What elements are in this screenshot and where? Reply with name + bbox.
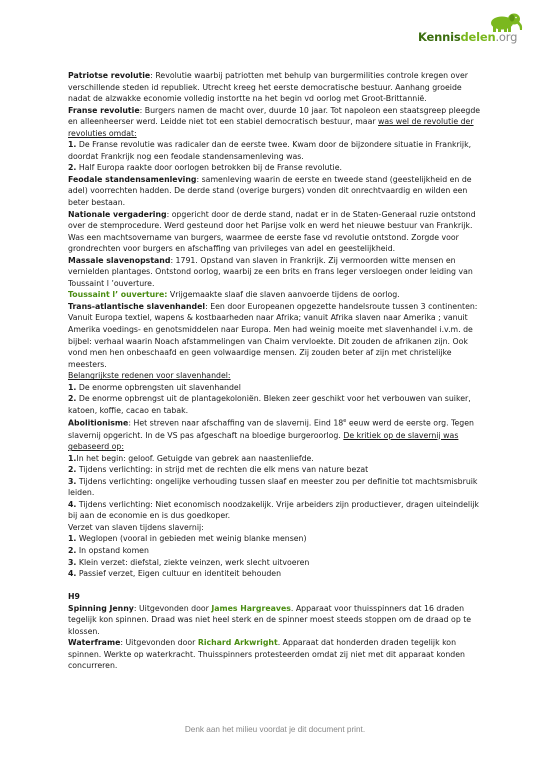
- term-waterframe: Waterframe: [68, 638, 121, 648]
- blank-line: [68, 580, 485, 592]
- term-trans-atlantische-slavenhandel: Trans-atlantische slavenhandel: [68, 301, 206, 311]
- term-franse-revolutie: Franse revolutie: [68, 105, 140, 115]
- verzet-item-4: 4. Passief verzet, Eigen cultuur en identiteit behouden: [68, 569, 282, 579]
- paragraph-waterframe: Waterframe: Uitgevonden door Richard Arkwright. Apparaat dat honderden draden tegelijk kon spinnen. Werkte op waterkracht. Thuisspinners protesteerden omdat zij niet met dit apparaat konden concurreren.: [68, 638, 465, 671]
- heading-redenen-slavenhandel: Belangrijkste redenen voor slavenhandel:: [68, 371, 231, 381]
- paragraph-feodale-standensamenleving: Feodale standensamenleving: samenleving waarin de eerste en tweede stand (geestelijkheid en de adel) voorrechten hadden. De derde stand (overige burgers) vonden dit onrechtvaardig en wilden een beter bestaan.: [68, 174, 472, 208]
- term-feodale-standensamenleving: Feodale standensamenleving: [68, 174, 197, 184]
- paragraph-patriotse-revolutie: Patriotse revolutie: Revolutie waarbij patriotten met behulp van burgermilities controle kregen over verschillende steden id republiek. Utrecht kreeg het eerste democratische bestuur. Aanhang groeide nadat de alzwakke economie volledig instortte na het begin vd oorlog met Groot-Brittannië.: [68, 71, 468, 104]
- verzet-item-2: 2. In opstand komen: [68, 546, 149, 556]
- paragraph-massale-slavenopstand: Massale slavenopstand: 1791. Opstand van slaven in Frankrijk. Zij vermoorden witte mensen en vernielden plantages. Ontstond oorlog, waarbij ze een brits en frans leger versloegen onder leiding van Toussaint l ’ouverture.: [68, 255, 473, 288]
- term-massale-slavenopstand: Massale slavenopstand: [68, 255, 171, 265]
- kritiek-item-1: 1.In het begin: geloof. Getuigde van gebrek aan naastenliefde.: [68, 453, 314, 463]
- term-patriotse-revolutie: Patriotse revolutie: [68, 71, 151, 80]
- verzet-item-1: 1. Weglopen (vooral in gebieden met weinig blanke mensen): [68, 534, 307, 544]
- franse-reason-1: 1. De Franse revolutie was radicaler dan de eerste twee. Kwam door de bijzondere situatie in Frankrijk, doordat Frankrijk nog een feodale standensamenleving was.: [68, 140, 472, 161]
- paragraph-spinning-jenny: Spinning Jenny: Uitgevonden door James Hargreaves. Apparaat voor thuisspinners dat 16 draden tegelijk kon spinnen. Draad was niet heel sterk en de spinner moest steeds stoppen om de draad op te klossen.: [68, 603, 472, 636]
- kritiek-item-4: 4. Tijdens verlichting: Niet economisch noodzakelijk. Vrije arbeiders zijn productiever, dragen uiteindelijk bij aan de economie en is dus goedkoper.: [68, 499, 479, 521]
- paragraph-trans-atlantische-slavenhandel: Trans-atlantische slavenhandel: Een door Europeanen opgezette handelsroute tussen 3 continenten: Vanuit Europa textiel, wapens & kostbaarheden naar Afrika; vanuit Afrika slaven naar Amerika ; vanuit Amerika voedings- en genotsmiddelen naar Europa. Men had weinig moeite met slavenhandel i.v.m. de bijbel: verhaal waarin Noach afstammelingen van Chaim vervloekte. Dit zouden de afrikanen zijn. Ook vond men hen onbeschaafd en geen volwaardige mensen. Zij zouden beter af zijn met christelijke meesters.: [68, 301, 478, 369]
- term-abolitionisme: Abolitionisme: [68, 419, 129, 428]
- footer-print-notice: Denk aan het milieu voordat je dit document print.: [184, 725, 366, 734]
- redenen-item-1: 1. De enorme opbrengsten uit slavenhandel: [68, 382, 241, 392]
- name-richard-arkwright: Richard Arkwright: [197, 638, 278, 648]
- elephant-icon: [418, 10, 530, 32]
- term-toussaint: Toussaint l’ ouverture:: [68, 290, 168, 300]
- heading-verzet-slaven: Verzet van slaven tijdens slavernij:: [68, 522, 204, 532]
- paragraph-toussaint: Toussaint l’ ouverture: Vrijgemaakte slaaf die slaven aanvoerde tijdens de oorlog.: [68, 290, 400, 300]
- heading-h9: H9: [68, 592, 80, 602]
- paragraph-nationale-vergadering: Nationale vergadering: opgericht door de derde stand, nadat er in de Staten-Generaal ruzie ontstond over de stemprocedure. Werd gesteund door het Parijse volk en werd het nieuwe bestuur van Frankrijk. Was een machtsovername van burgers, waarmee de eerste fase vd revolutie ontstond. Zorgde voor grondrechten voor burgers en afschaffing van privileges van adel en geestelijkheid.: [68, 209, 476, 254]
- kennisdelen-logo: [418, 10, 530, 52]
- term-nationale-vergadering: Nationale vergadering: [68, 209, 167, 219]
- paragraph-abolitionisme: Abolitionisme: Het streven naar afschaffing van de slavernij. Eind 18e eeuw werd de eerste org. Tegen slavernij opgericht. In de VS pas afgeschaft na bloedige burgeroorlog. De kritiek op de slavernij was gebaseerd op:: [68, 418, 474, 452]
- franse-reason-2: 2. Half Europa raakte door oorlogen betrokken bij de Franse revolutie.: [68, 163, 342, 173]
- logo-wordmark: Kennisdelen.org: [418, 30, 518, 44]
- document-body: [68, 70, 485, 672]
- verzet-item-3: 3. Klein verzet: diefstal, ziekte veinzen, werk slecht uitvoeren: [68, 557, 310, 567]
- redenen-item-2: 2. De enorme opbrengst uit de plantagekoloniën. Bleken zeer geschikt voor het verbouwen van suiker, katoen, koffie, cacao en tabak.: [68, 394, 471, 415]
- term-spinning-jenny: Spinning Jenny: [68, 603, 134, 613]
- kritiek-item-3: 3. Tijdens verlichting: ongelijke verhouding tussen slaaf en meester zou per definitie tot machtsmisbruik leiden.: [68, 476, 478, 498]
- paragraph-franse-revolutie: Franse revolutie: Burgers namen de macht over, duurde 10 jaar. Tot napoleon een staatsgreep pleegde en alleenheerser werd. Leidde niet tot een stabiel democratisch bestuur, maar was wel de revolutie der revoluties omdat:: [68, 105, 481, 138]
- kritiek-item-2: 2. Tijdens verlichting: in strijd met de rechten die elk mens van nature bezat: [68, 465, 369, 475]
- name-james-hargreaves: James Hargreaves: [211, 603, 291, 613]
